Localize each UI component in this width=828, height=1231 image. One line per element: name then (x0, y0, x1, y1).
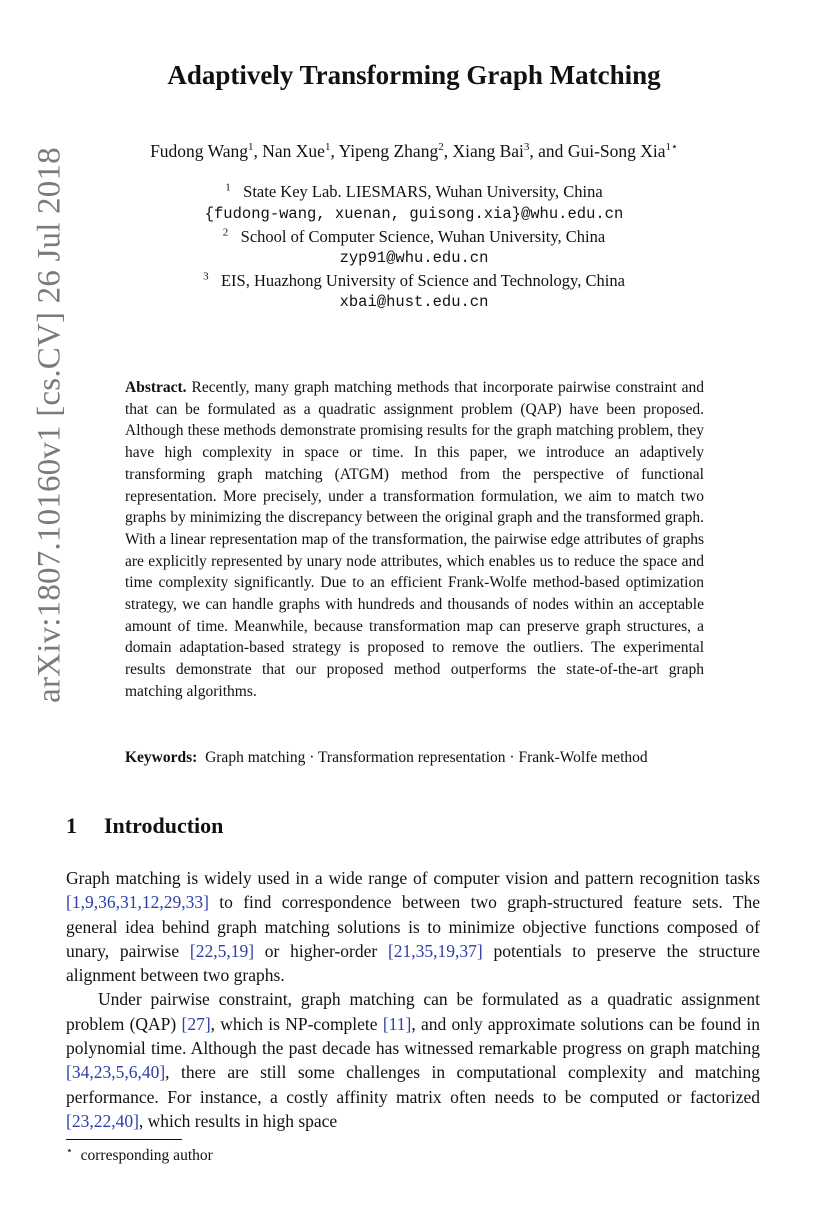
section-heading (66, 813, 223, 839)
abstract-text: Recently, many graph matching methods that incorporate pairwise constraint and that can be formulated as a quadratic assignment problem (QAP) have been proposed. Although these methods demonstrate promising results for the graph matching problem, they have high complexity in space or time. In this paper, we introduce an adaptively transforming graph matching (ATGM) method from the perspective of functional representation. More precisely, under a transformation formulation, we aim to match two graphs by minimizing the discrepancy between the original graph and the transformed graph. With a linear representation map of the transformation, the pairwise edge attributes of graphs are explicitly represented by unary node attributes, which enables us to reduce the space and time complexity significantly. Due to an efficient Frank-Wolfe method-based optimization strategy, we can handle graphs with hundreds and thousands of nodes within an acceptable amount of time. Meanwhile, because transformation map can preserve graph structures, a domain adaptation-based strategy is proposed to remove the outliers. The experimental results demonstrate that our proposed method outperforms the state-of-the-art graph matching algorithms. (125, 379, 705, 700)
abstract (125, 377, 704, 703)
section-number: 1 (66, 813, 77, 838)
paragraph-text: , there are still some challenges in computational complexity and matching performance. For instance, a costly affinity matrix often needs to be computed or factorized (66, 1062, 760, 1107)
affiliation: $^3$ EIS, Huazhong University of Science and Technology, China (203, 270, 625, 290)
paragraph-text: potentials to preserve the structure alignment between two graphs. (66, 940, 761, 986)
paragraph (66, 866, 760, 987)
author: Xiang Bai$^3$, and (452, 141, 568, 161)
paragraph-text: , which is NP-complete (210, 1013, 383, 1034)
keywords-label: Keywords: (125, 749, 198, 766)
footnote-mark: ⋆ (66, 1144, 73, 1157)
paragraph-text: , which results in high space (138, 1110, 338, 1131)
paper-title: Adaptively Transforming Graph Matching (167, 60, 661, 90)
author-list (0, 141, 828, 162)
author: Yipeng Zhang$^2$, (338, 141, 453, 161)
author: Gui-Song Xia$^{1⋆}$ (567, 141, 678, 161)
affiliation-email: xbai@hust.edu.cn (339, 293, 489, 311)
footnote-text: corresponding author (80, 1147, 213, 1164)
author: Nan Xue$^1$, (262, 141, 339, 161)
section-body (66, 866, 760, 1133)
abstract-label: Abstract. (125, 379, 187, 396)
citation-link[interactable]: [23,22,40] (66, 1110, 139, 1131)
affiliation-email: zyp91@whu.edu.cn (339, 249, 489, 267)
affiliation: $^1$ State Key Lab. LIESMARS, Wuhan University, China (225, 181, 603, 201)
keywords-text: Graph matching · Transformation representation · Frank-Wolfe method (205, 749, 648, 766)
citation-link[interactable]: [22,5,19] (189, 940, 255, 961)
section-title: Introduction (104, 813, 224, 838)
paragraph-text: , and only approximate solutions can be found in polynomial time. Although the past decade has witnessed remarkable progress on graph matching (66, 1013, 761, 1059)
citation-link[interactable]: [11] (382, 1013, 412, 1034)
paragraph-text: Under pairwise constraint, graph matching can be formulated as a quadratic assignment problem (QAP) (66, 989, 760, 1034)
author: Fudong Wang$^1$, (150, 141, 263, 161)
keywords (125, 749, 725, 767)
affiliation: $^2$ School of Computer Science, Wuhan University, China (222, 226, 606, 246)
footnote (66, 1144, 213, 1165)
footnote-divider (66, 1139, 182, 1140)
citation-link[interactable]: [21,35,19,37] (387, 940, 483, 961)
arxiv-identifier: arXiv:1807.10160v1 [cs.CV] 26 Jul 2018 (31, 147, 68, 703)
paragraph-text: Graph matching is widely used in a wide range of computer vision and pattern recognition tasks (66, 868, 760, 888)
paragraph-text: to find correspondence between two graph-structured feature sets. The general idea behind graph matching solutions is to minimize objective functions composed of unary, pairwise (66, 892, 760, 961)
citation-link[interactable]: [34,23,5,6,40] (66, 1062, 166, 1083)
paragraph-text: or higher-order (254, 940, 388, 961)
paragraph (66, 987, 760, 1133)
affiliation-email: {fudong-wang, xuenan, guisong.xia}@whu.edu.cn (204, 205, 624, 223)
citation-link[interactable]: [1,9,36,31,12,29,33] (66, 892, 209, 913)
citation-link[interactable]: [27] (181, 1013, 211, 1034)
